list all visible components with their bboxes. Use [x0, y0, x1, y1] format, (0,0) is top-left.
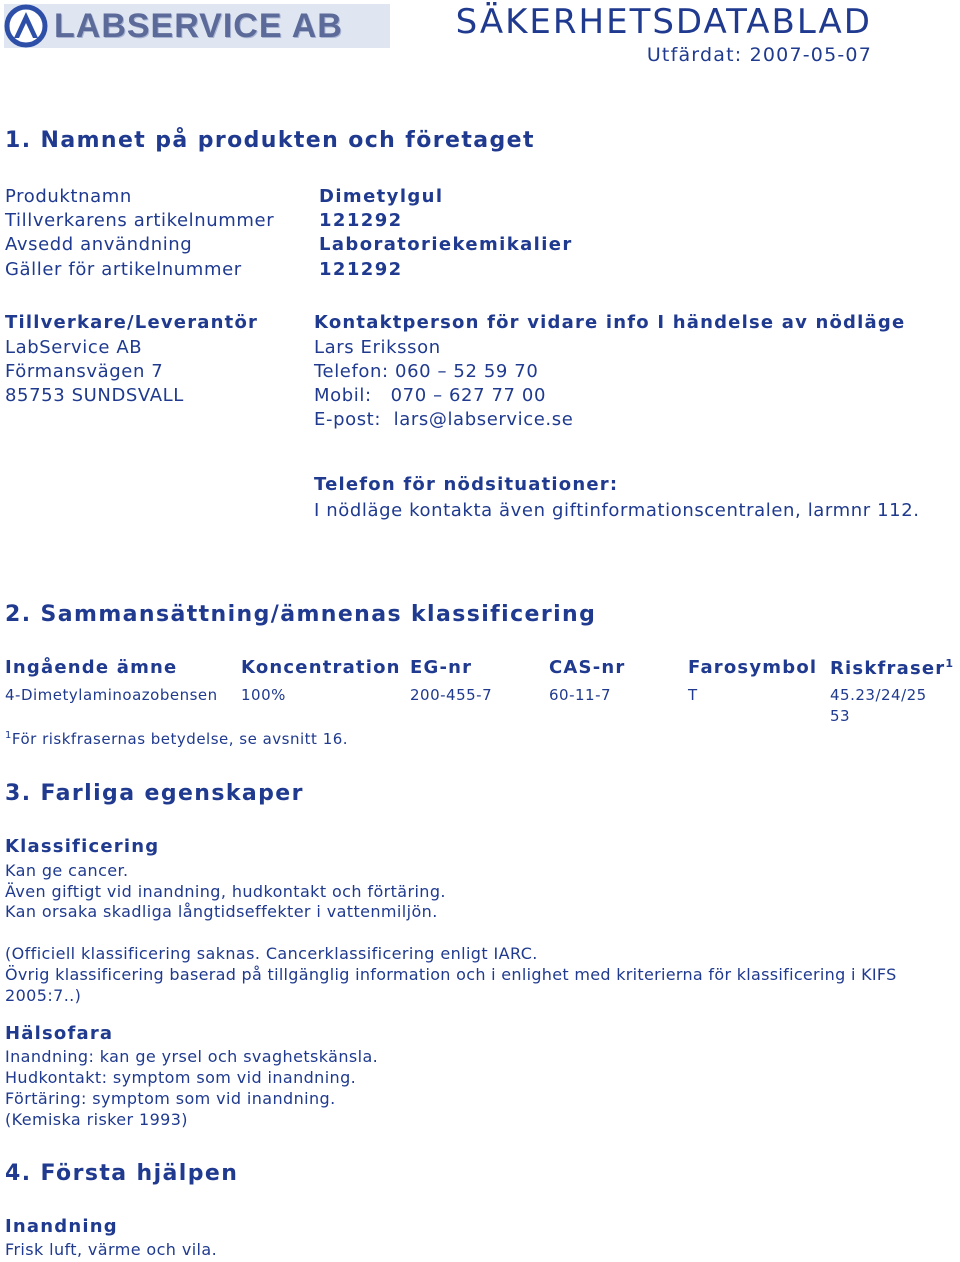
classification-line-2: Även giftigt vid inandning, hudkontakt och förtäring. — [5, 882, 446, 901]
contact-heading: Kontaktperson för vidare info I händelse av nödläge — [314, 312, 906, 333]
cell-hazard-symbol: T — [688, 686, 698, 704]
section-3-heading: 3. Farliga egenskaper — [5, 781, 304, 806]
section-4-heading: 4. Första hjälpen — [5, 1161, 239, 1186]
footnote-text: För riskfrasernas betydelse, se avsnitt 16. — [11, 730, 349, 748]
col-substance: Ingående ämne — [5, 657, 178, 678]
inhalation-heading: Inandning — [5, 1216, 118, 1237]
document-title: SÄKERHETSDATABLAD — [455, 2, 872, 42]
product-name-value: Dimetylgul — [319, 186, 444, 207]
article-number-value: 121292 — [319, 210, 403, 231]
health-line-1: Inandning: kan ge yrsel och svaghetskänsla. — [5, 1047, 379, 1066]
contact-name: Lars Eriksson — [314, 337, 441, 358]
logo-text: LABSERVICE AB — [54, 6, 343, 45]
classification-note-2: Övrig klassificering baserad på tillgänglig information och i enlighet med kriterierna för klassificering i KIFS — [5, 965, 897, 984]
intended-use-value: Laboratoriekemikalier — [319, 234, 573, 255]
col-eg-number: EG-nr — [410, 657, 473, 678]
cell-cas-number: 60-11-7 — [549, 686, 612, 704]
classification-note-1: (Officiell klassificering saknas. Cancerklassificering enligt IARC. — [5, 944, 538, 963]
cell-risk-phrases-line1: 45.23/24/25 — [830, 686, 927, 704]
supplier-city: 85753 SUNDSVALL — [5, 385, 184, 406]
cell-risk-phrases-line2: 53 — [830, 707, 851, 725]
emergency-heading: Telefon för nödsituationer: — [314, 474, 619, 495]
classification-line-1: Kan ge cancer. — [5, 861, 129, 880]
product-name-label: Produktnamn — [5, 186, 132, 207]
footnote-mark: 1 — [945, 657, 955, 670]
cell-eg-number: 200-455-7 — [410, 686, 493, 704]
emergency-text: I nödläge kontakta även giftinformationscentralen, larmnr 112. — [314, 500, 920, 521]
health-line-2: Hudkontakt: symptom som vid inandning. — [5, 1068, 357, 1087]
applies-article-value: 121292 — [319, 259, 403, 280]
health-line-4: (Kemiska risker 1993) — [5, 1110, 188, 1129]
cell-concentration: 100% — [241, 686, 286, 704]
intended-use-label: Avsedd användning — [5, 234, 193, 255]
col-risk-phrases — [830, 657, 954, 679]
cell-substance: 4-Dimetylaminoazobensen — [5, 686, 218, 704]
table-footnote — [5, 730, 348, 748]
footnote-number: 1 — [5, 730, 12, 741]
applies-article-label: Gäller för artikelnummer — [5, 259, 242, 280]
supplier-street: Förmansvägen 7 — [5, 361, 164, 382]
col-hazard-symbol: Farosymbol — [688, 657, 818, 678]
inhalation-text: Frisk luft, värme och vila. — [5, 1240, 218, 1259]
section-2-heading: 2. Sammansättning/ämnenas klassificering — [5, 602, 597, 627]
col-cas-number: CAS-nr — [549, 657, 626, 678]
col-risk-phrases-label: Riskfraser — [830, 658, 946, 679]
contact-phone: Telefon: 060 – 52 59 70 — [314, 361, 539, 382]
contact-mobile: Mobil: 070 – 627 77 00 — [314, 385, 547, 406]
article-number-label: Tillverkarens artikelnummer — [5, 210, 275, 231]
supplier-company: LabService AB — [5, 337, 143, 358]
health-line-3: Förtäring: symptom som vid inandning. — [5, 1089, 336, 1108]
col-concentration: Koncentration — [241, 657, 401, 678]
issue-date: Utfärdat: 2007-05-07 — [646, 44, 872, 66]
classification-line-3: Kan orsaka skadliga långtidseffekter i vattenmiljön. — [5, 902, 438, 921]
classification-note-3: 2005:7..) — [5, 986, 82, 1005]
health-hazard-heading: Hälsofara — [5, 1023, 114, 1044]
classification-heading: Klassificering — [5, 836, 160, 857]
company-logo — [4, 4, 390, 48]
supplier-heading: Tillverkare/Leverantör — [5, 312, 259, 333]
contact-email[interactable]: E-post: lars@labservice.se — [314, 409, 574, 430]
logo-emblem-icon — [4, 4, 48, 48]
section-1-heading: 1. Namnet på produkten och företaget — [5, 128, 535, 153]
